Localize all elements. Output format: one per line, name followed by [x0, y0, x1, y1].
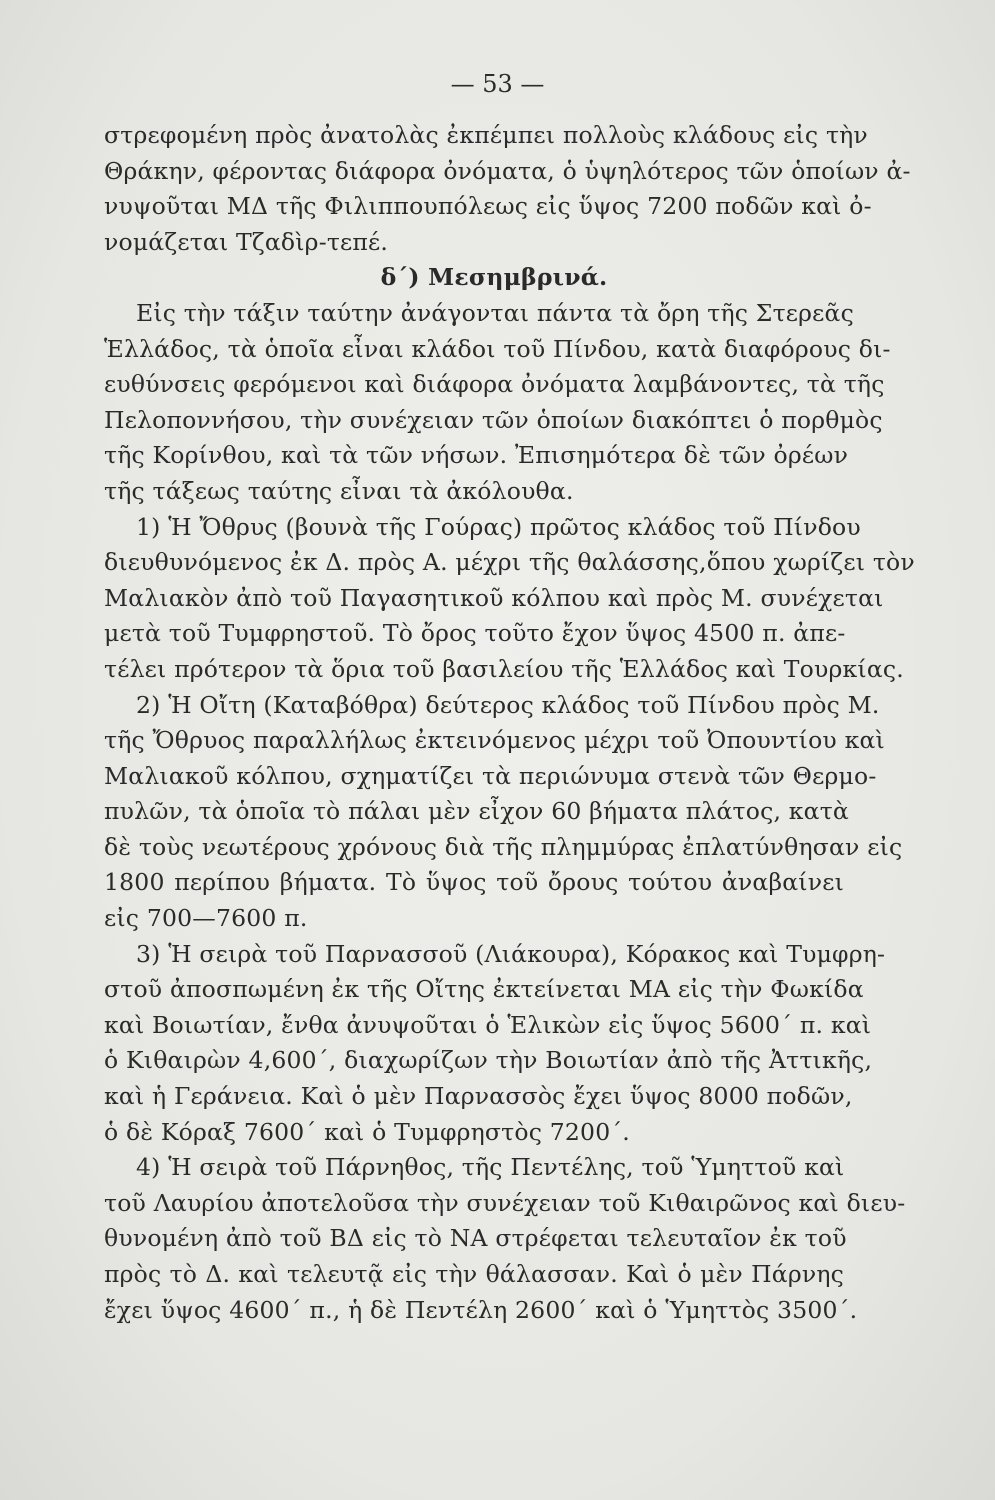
text-line: δὲ τοὺς νεωτέρους χρόνους διὰ τῆς πλημμύρας ἐπλατύνθησαν εἰς — [104, 832, 903, 861]
text-line: τῆς Κορίνθου, καὶ τὰ τῶν νήσων. Ἐπισημότερα δὲ τῶν ὀρέων — [104, 441, 849, 470]
text-line: στοῦ ἀποσπωμένη ἐκ τῆς Οἴτης ἐκτείνεται ΜΑ εἰς τὴν Φωκίδα — [104, 975, 864, 1004]
text-line: Μαλιακὸν ἀπὸ τοῦ Παγασητικοῦ κόλπου καὶ πρὸς Μ. συνέχεται — [104, 583, 884, 612]
text-line: Ἑλλάδος, τὰ ὁποῖα εἶναι κλάδοι τοῦ Πίνδου, κατὰ διαφόρους δι- — [104, 334, 891, 363]
text-line: μετὰ τοῦ Τυμφρηστοῦ. Τὸ ὄρος τοῦτο ἔχον ὕψος 4500 π. ἀπε- — [104, 619, 846, 648]
text-line: ὁ δὲ Κόραξ 7600΄ καὶ ὁ Τυμφρηστὸς 7200΄. — [104, 1117, 630, 1146]
text-line: ευθύνσεις φερόμενοι καὶ διάφορα ὀνόματα λαμβάνοντες, τὰ τῆς — [104, 370, 885, 399]
text-line: καὶ ἡ Γεράνεια. Καὶ ὁ μὲν Παρνασσὸς ἔχει ὕψος 8000 ποδῶν, — [104, 1082, 853, 1111]
text-line: νυψοῦται ΜΔ τῆς Φιλιππουπόλεως εἰς ὕψος 7200 ποδῶν καὶ ὀ- — [104, 192, 872, 221]
text-line: Θράκην, φέροντας διάφορα ὀνόματα, ὁ ὑψηλότερος τῶν ὁποίων ἀ- — [104, 156, 911, 185]
text-line: ἔχει ὕψος 4600΄ π., ἡ δὲ Πεντέλη 2600΄ καὶ ὁ Ὑμηττὸς 3500΄. — [104, 1295, 858, 1324]
body-text — [104, 118, 915, 1328]
text-line: Εἰς τὴν τάξιν ταύτην ἀνάγονται πάντα τὰ ὄρη τῆς Στερεᾶς — [136, 298, 854, 327]
text-line: Πελοποννήσου, τὴν συνέχειαν τῶν ὁποίων διακόπτει ὁ πορθμὸς — [104, 405, 883, 434]
section-heading: δ΄) Μεσημβρινά. — [380, 263, 608, 292]
text-line: τοῦ Λαυρίου ἀποτελοῦσα τὴν συνέχειαν τοῦ Κιθαιρῶνος καὶ διευ- — [104, 1188, 906, 1217]
page-number: — 53 — — [450, 70, 545, 98]
text-line: θυνομένη ἀπὸ τοῦ ΒΔ εἰς τὸ ΝΑ στρέφεται τελευταῖον ἐκ τοῦ — [104, 1224, 847, 1253]
text-line: 1800 περίπου βήματα. Τὸ ὕψος τοῦ ὄρους τούτου ἀναβαίνει — [104, 868, 844, 897]
text-line: τέλει πρότερον τὰ ὅρια τοῦ βασιλείου τῆς Ἑλλάδος καὶ Τουρκίας. — [104, 654, 904, 683]
text-line: εἰς 700—7600 π. — [104, 904, 308, 933]
text-line: 2) Ἡ Οἴτη (Καταβόθρα) δεύτερος κλάδος τοῦ Πίνδου πρὸς Μ. — [136, 690, 880, 719]
text-line: τῆς Ὄθρυος παραλλήλως ἐκτεινόμενος μέχρι τοῦ Ὀπουντίου καὶ — [104, 726, 885, 755]
text-line: νομάζεται Τζαδὶρ-τεπέ. — [104, 227, 389, 256]
text-line: 3) Ἡ σειρὰ τοῦ Παρνασσοῦ (Λιάκουρα), Κόρακος καὶ Τυμφρη- — [136, 939, 886, 968]
text-line: 1) Ἡ Ὄθρυς (βουνὰ τῆς Γούρας) πρῶτος κλάδος τοῦ Πίνδου — [136, 512, 861, 541]
text-line: πυλῶν, τὰ ὁποῖα τὸ πάλαι μὲν εἶχον 60 βήματα πλάτος, κατὰ — [104, 797, 850, 826]
text-line: τῆς τάξεως ταύτης εἶναι τὰ ἀκόλουθα. — [104, 476, 574, 505]
text-line: διευθυνόμενος ἐκ Δ. πρὸς Α. μέχρι τῆς θαλάσσης,ὅπου χωρίζει τὸν — [104, 548, 915, 577]
text-line: πρὸς τὸ Δ. καὶ τελευτᾷ εἰς τὴν θάλασσαν. Καὶ ὁ μὲν Πάρνης — [104, 1260, 844, 1288]
text-line: καὶ Βοιωτίαν, ἔνθα ἀνυψοῦται ὁ Ἑλικὼν εἰς ὕψος 5600΄ π. καὶ — [104, 1010, 872, 1039]
text-line: Μαλιακοῦ κόλπου, σχηματίζει τὰ περιώνυμα στενὰ τῶν Θερμο- — [104, 761, 877, 790]
text-line: ὁ Κιθαιρὼν 4,600΄, διαχωρίζων τὴν Βοιωτίαν ἀπὸ τῆς Ἀττικῆς, — [104, 1046, 873, 1075]
text-line: 4) Ἡ σειρὰ τοῦ Πάρνηθος, τῆς Πεντέλης, τοῦ Ὑμηττοῦ καὶ — [136, 1153, 845, 1182]
text-line: στρεφομένη πρὸς ἀνατολὰς ἐκπέμπει πολλοὺς κλάδους εἰς τὴν — [104, 121, 868, 149]
